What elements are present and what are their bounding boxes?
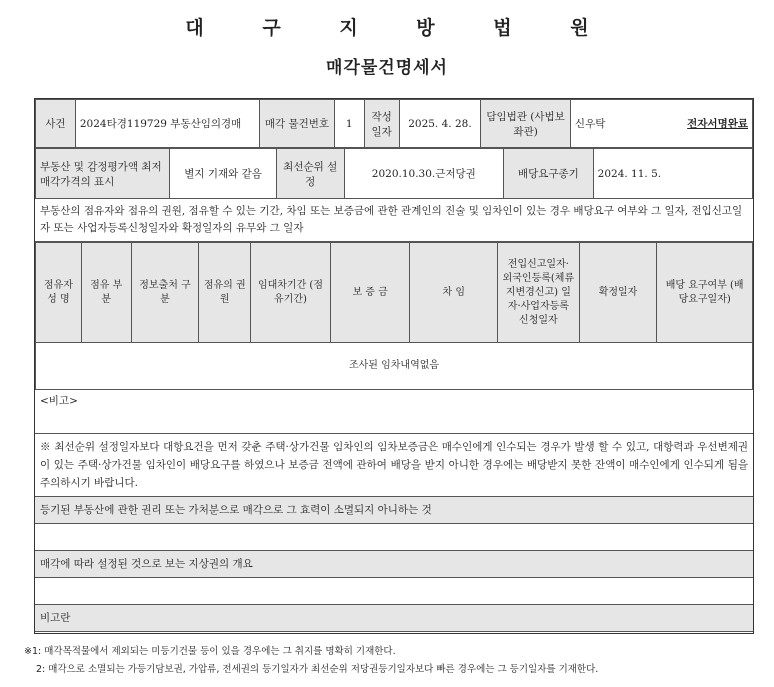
footnote-1: ※1: 매각목적물에서 제외되는 미등기건물 등이 있을 경우에는 그 취지를 명확히 기재한다. — [24, 646, 396, 657]
property-info-table — [35, 148, 753, 199]
header-move-in-date: 전입신고일자· 외국인등록(체류지변경신고) 일자·사업자등록 신청일자 — [498, 243, 580, 343]
header-dividend-request: 배당 요구여부 (배당요구일자) — [657, 243, 753, 343]
specification-form — [34, 98, 754, 634]
electronic-signature: 전자서명완료 — [687, 118, 748, 130]
surface-rights-space — [35, 578, 753, 605]
priority-label: 최선순위 설정 — [276, 149, 344, 199]
written-date-label: 작성 일자 — [364, 100, 399, 148]
judge-name: 신우탁 — [574, 118, 606, 130]
tenant-notice: ※ 최선순위 설정일자보다 대항요건을 먼저 갖춘 주택·상가건물 임차인의 임차보증금은 매수인에게 인수되는 경우가 발생 할 수 있고, 대항력과 우선변제권이 있는 주택·상가건물 임차인이 배당요구를 하였으나 보증금 전액에 관하여 배당을 받지 아니한 경우에는 배당받지 못한 잔액이 매수인에게 인수되게 됨을 주의하시기 바랍니다. — [35, 434, 753, 497]
case-number: 2024타경119729 부동산임의경매 — [75, 100, 259, 148]
court-name: 대 구 지 방 법 원 — [185, 17, 615, 39]
dividend-deadline-value: 2024. 11. 5. — [593, 149, 752, 199]
footnotes — [24, 643, 764, 679]
registered-rights-label: 등기된 부동산에 관한 권리 또는 가처분으로 매각으로 그 효력이 소멸되지 아니하는 것 — [35, 497, 753, 524]
occupancy-intro: 부동산의 점유자와 점유의 권원, 점유할 수 있는 기간, 차임 또는 보증금에 관한 관계인의 진술 및 임차인이 있는 경우 배당요구 여부와 그 일자, 전입신고일자 또는 사업자등록신청일자와 확정일자의 유무와 그 일자 — [35, 199, 753, 242]
header-fixed-date: 확정일자 — [579, 243, 657, 343]
header-rent: 차 임 — [410, 243, 498, 343]
appraisal-value: 별지 기재와 같음 — [170, 149, 277, 199]
judge-cell — [570, 100, 752, 148]
remarks-space — [35, 412, 753, 434]
written-date: 2025. 4. 28. — [399, 100, 481, 148]
dividend-deadline-label: 배당요구종기 — [504, 149, 594, 199]
remarks-label: <비고> — [40, 395, 78, 407]
memo-label: 비고란 — [35, 605, 753, 632]
case-info-table — [35, 99, 753, 148]
judge-label: 담임법관 (사법보좌관) — [481, 100, 571, 148]
case-label: 사건 — [36, 100, 76, 148]
header-occupancy-title: 점유의 권 원 — [199, 243, 251, 343]
header-occupant-name: 점유자 성 명 — [36, 243, 82, 343]
header-lease-period: 임대차기간 (점유기간) — [251, 243, 331, 343]
priority-value: 2020.10.30.근저당권 — [344, 149, 504, 199]
footnote-2: 2: 매각으로 소멸되는 가등기담보권, 가압류, 전세권의 등기일자가 최선순위 저당권등기일자보다 빠른 경우에는 그 등기일자를 기재한다. — [36, 664, 599, 675]
registered-rights-space — [35, 524, 753, 551]
header-occupied-part: 점유 부분 — [81, 243, 131, 343]
appraisal-label: 부동산 및 감정평가액 최저매각가격의 표시 — [36, 149, 170, 199]
header-deposit: 보 증 금 — [330, 243, 410, 343]
item-number-label: 매각 물건번호 — [260, 100, 335, 148]
surface-rights-label: 매각에 따라 설정된 것으로 보는 지상권의 개요 — [35, 551, 753, 578]
header-info-source: 정보출처 구 분 — [131, 243, 199, 343]
document-title: 매각물건명세서 — [326, 58, 448, 78]
occupancy-table — [35, 242, 753, 390]
no-lease-record: 조사된 임차내역없음 — [36, 343, 753, 390]
item-number: 1 — [334, 100, 364, 148]
